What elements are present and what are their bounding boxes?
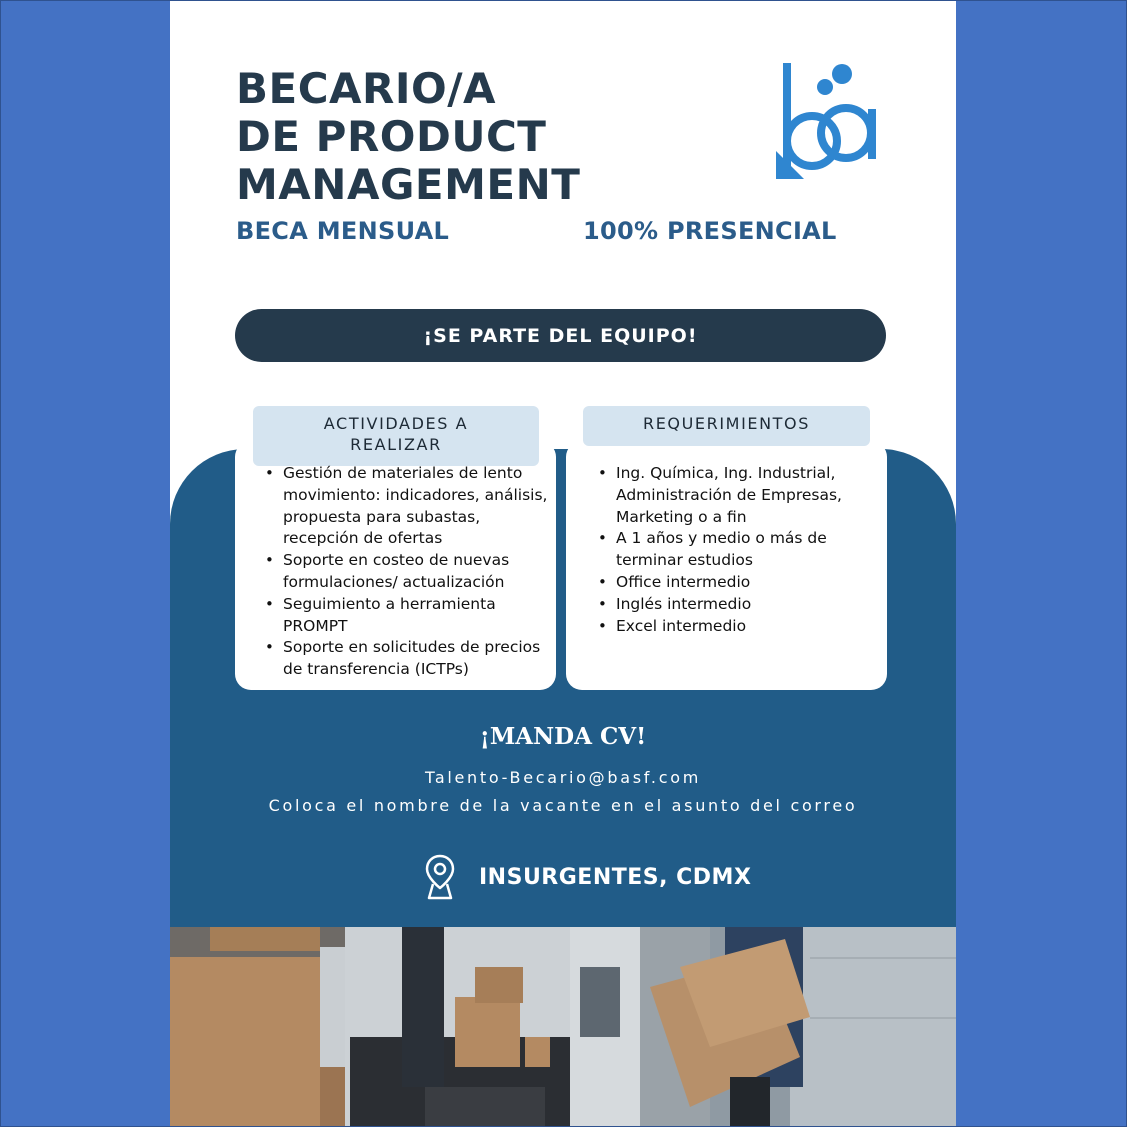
list-item: • A 1 años y medio o más de terminar estudios (597, 528, 867, 572)
list-item: • Ing. Química, Ing. Industrial, Administración de Empresas, Marketing o a fin (597, 463, 867, 528)
requirements-heading (583, 406, 870, 446)
list-item: • Office intermedio (597, 572, 867, 594)
location-text: INSURGENTES, CDMX (479, 864, 752, 890)
job-poster (170, 1, 956, 1126)
activities-heading (253, 406, 539, 466)
location (425, 853, 751, 901)
send-cv-title: ¡MANDA CV! (479, 723, 647, 750)
requirements-list (597, 463, 867, 637)
join-team-text: ¡SE PARTE DEL EQUIPO! (423, 324, 698, 347)
job-title-line-2: DE PRODUCT (236, 112, 547, 161)
work-mode-label: 100% PRESENCIAL (583, 217, 837, 245)
list-item: • Excel intermedio (597, 616, 867, 638)
activities-list (264, 463, 550, 681)
job-title-line-3: MANAGEMENT (236, 160, 581, 209)
location-pin-icon (425, 854, 455, 900)
email-instruction: Coloca el nombre de la vacante en el asunto del correo (268, 796, 858, 815)
activities-heading-line-1: ACTIVIDADES A (323, 414, 469, 433)
stipend-label: BECA MENSUAL (236, 217, 450, 245)
list-item: • Gestión de materiales de lento movimiento: indicadores, análisis, propuesta para subastas, recepción de ofertas (264, 463, 550, 550)
activities-heading-line-2: REALIZAR (350, 435, 442, 454)
join-team-banner (235, 309, 886, 362)
contact-email[interactable]: Talento-Becario@basf.com (425, 768, 701, 787)
delivery-photo (170, 927, 956, 1126)
job-title (236, 65, 580, 209)
list-item: • Soporte en costeo de nuevas formulaciones/ actualización (264, 550, 550, 594)
list-item: • Inglés intermedio (597, 594, 867, 616)
ba-logo (774, 59, 886, 179)
list-item: • Seguimiento a herramienta PROMPT (264, 594, 550, 638)
job-title-line-1: BECARIO/A (236, 64, 497, 113)
list-item: • Soporte en solicitudes de precios de transferencia (ICTPs) (264, 637, 550, 681)
requirements-heading-text: REQUERIMIENTOS (642, 414, 810, 433)
